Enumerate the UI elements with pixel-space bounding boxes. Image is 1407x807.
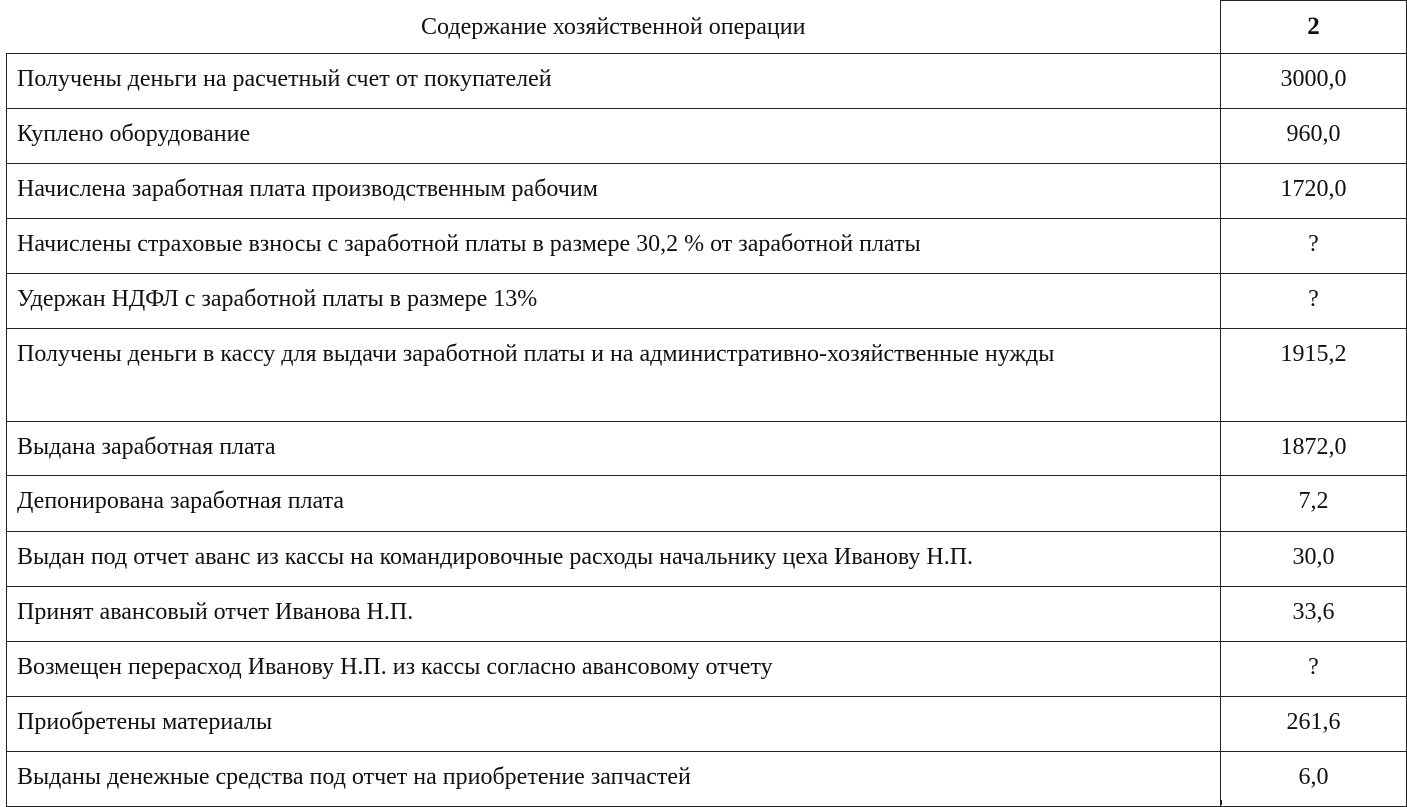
operation-description: Приобретены материалы [7, 697, 1221, 752]
operation-amount: ? [1221, 274, 1407, 329]
operation-description: Начислена заработная плата производственным рабочим [7, 164, 1221, 219]
table-row [7, 109, 1407, 164]
operation-amount: 960,0 [1221, 109, 1407, 164]
operation-amount: 3000,0 [1221, 54, 1407, 109]
operation-description: Начислены страховые взносы с заработной платы в размере 30,2 % от заработной платы [7, 219, 1221, 274]
operation-amount: 6,0 [1221, 752, 1407, 807]
operation-description: Выданы денежные средства под отчет на приобретение запчастей [7, 752, 1221, 807]
operation-amount: 261,6 [1221, 697, 1407, 752]
table-row [7, 54, 1407, 109]
header-column-number: 2 [1221, 1, 1407, 54]
operation-description: Получены деньги на расчетный счет от покупателей [7, 54, 1221, 109]
table-row [7, 587, 1407, 642]
operation-amount: 1872,0 [1221, 422, 1407, 476]
table-row [7, 752, 1407, 807]
table-row [7, 532, 1407, 587]
operation-amount: ? [1221, 219, 1407, 274]
operation-description: Выдана заработная плата [7, 422, 1221, 476]
table-row [7, 329, 1407, 422]
operation-description: Принят авансовый отчет Иванова Н.П. [7, 587, 1221, 642]
operation-amount: 33,6 [1221, 587, 1407, 642]
table-continuation-divider [1220, 800, 1222, 805]
header-description: Содержание хозяйственной операции [7, 1, 1221, 54]
table-row [7, 642, 1407, 697]
table-row [7, 274, 1407, 329]
operation-amount: 1915,2 [1221, 329, 1407, 422]
operation-amount: 1720,0 [1221, 164, 1407, 219]
table-row [7, 164, 1407, 219]
operation-description: Куплено оборудование [7, 109, 1221, 164]
operation-description: Выдан под отчет аванс из кассы на командировочные расходы начальнику цеха Иванову Н.П. [7, 532, 1221, 587]
operation-amount: 30,0 [1221, 532, 1407, 587]
table-row [7, 697, 1407, 752]
operation-description: Получены деньги в кассу для выдачи заработной платы и на административно-хозяйственные нужды [7, 329, 1221, 422]
operation-amount: 7,2 [1221, 476, 1407, 532]
operations-table [6, 0, 1407, 807]
table-header-row [7, 1, 1407, 54]
operation-description: Возмещен перерасход Иванову Н.П. из кассы согласно авансовому отчету [7, 642, 1221, 697]
table-row [7, 219, 1407, 274]
operation-description: Удержан НДФЛ с заработной платы в размере 13% [7, 274, 1221, 329]
table-row [7, 422, 1407, 476]
operation-description: Депонирована заработная плата [7, 476, 1221, 532]
table-row [7, 476, 1407, 532]
operation-amount: ? [1221, 642, 1407, 697]
